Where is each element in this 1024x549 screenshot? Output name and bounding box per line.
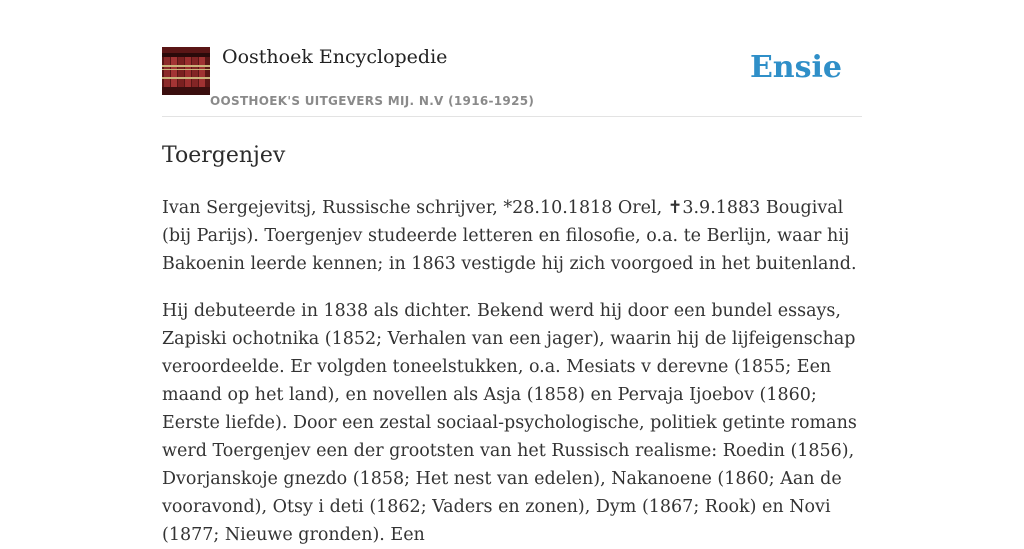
article-paragraph-1: Ivan Sergejevitsj, Russische schrijver, *28.10.1818 Orel, ✝3.9.1883 Bougival (bij Parijs). Toergenjev studeerde letteren en filosofie, o.a. te Berlijn, waar hij Bakoenin leerde kennen; in 1863 vestigde hij zich voorgoed in het buitenland.: [162, 198, 857, 274]
source-avatar[interactable]: [162, 47, 210, 95]
article-title: Toergenjev: [162, 143, 286, 168]
article-paragraph-2: Hij debuteerde in 1838 als dichter. Bekend werd hij door een bundel essays, Zapiski ochotnika (1852; Verhalen van een jager), waarin hij de lijfeigenschap veroordeelde. Er volgden toneelstukken, o.a. Mesiats v derevne (1855; Een maand op het land), en novellen als Asja (1858) en Pervaja Ijoebov (1860; Eerste liefde). Door een zestal sociaal-psychologische, politiek getinte romans werd Toergenjev een der grootsten van het Russisch realisme: Roedin (1856), Dvorjanskoje gnezdo (1858; Het nest van edelen), Nakanoene (1860; Aan de vooravond), Otsy i deti (1862; Vaders en zonen), Dym (1867; Rook) en Novi (1877; Nieuwe gronden). Een: [162, 301, 857, 545]
publisher-label: OOSTHOEK'S UITGEVERS MIJ. N.V (1916-1925): [210, 94, 535, 108]
encyclopedia-books-icon: [162, 47, 210, 95]
source-name[interactable]: Oosthoek Encyclopedie: [222, 46, 448, 68]
source-header: [162, 0, 862, 117]
page: [162, 0, 862, 545]
ensie-logo[interactable]: Ensie: [749, 50, 842, 85]
